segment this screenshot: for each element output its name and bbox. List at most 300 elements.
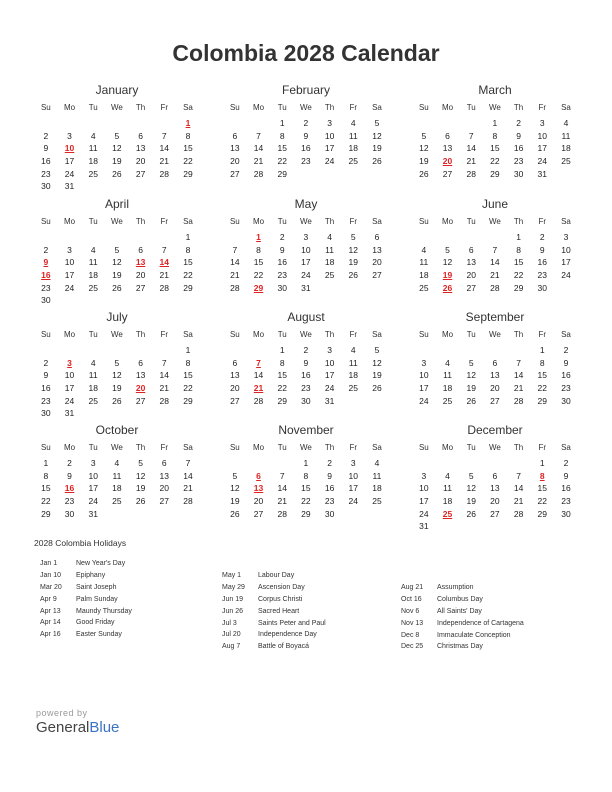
holiday-name: Easter Sunday	[76, 631, 122, 639]
day-cell: 7	[468, 130, 474, 141]
weekday-label: Sa	[561, 330, 571, 339]
holidays-title: 2028 Colombia Holidays	[34, 538, 127, 548]
weekday-label: Th	[135, 330, 146, 339]
empty-day-cell	[81, 231, 105, 244]
day-cell: 24	[88, 496, 98, 507]
day-cell: 11	[325, 244, 334, 255]
day-cell: 4	[90, 244, 96, 255]
day-cell: 22	[513, 270, 524, 281]
day-cell: 11	[348, 130, 358, 141]
day-cell: 13	[466, 257, 476, 268]
day-cell: 7	[185, 458, 191, 468]
weekday-label: Sa	[183, 217, 193, 226]
day-cell: 31	[537, 168, 548, 179]
day-cell: 24	[561, 270, 571, 281]
weekday-header	[223, 329, 389, 341]
day-cell: 19	[112, 383, 122, 394]
weekday-label: Sa	[561, 217, 571, 226]
day-cell: 23	[277, 270, 287, 281]
day-cell: 11	[88, 257, 98, 268]
day-cell: 20	[372, 257, 382, 268]
weekday-header	[412, 329, 578, 341]
day-cell: 6	[138, 244, 143, 255]
day-cell: 16	[537, 257, 548, 268]
day-cell: 25	[112, 496, 122, 507]
day-cell: 10	[537, 130, 548, 141]
day-cell: 14	[277, 483, 287, 494]
holiday-name: All Saints' Day	[437, 607, 482, 615]
day-cell: 5	[445, 244, 450, 255]
holiday-date: Aug 7	[222, 643, 241, 651]
day-cell: 10	[64, 370, 75, 381]
day-cell: 5	[114, 244, 120, 255]
holiday-day-cell: 1	[185, 118, 191, 128]
day-cell: 27	[253, 508, 264, 519]
weekday-label: Fr	[160, 443, 169, 452]
holiday-day-cell: 16	[41, 270, 51, 281]
day-cell: 4	[563, 118, 569, 128]
weekday-label: Th	[324, 217, 335, 226]
day-cell: 17	[324, 370, 335, 381]
day-cell: 18	[88, 270, 98, 281]
month-july	[34, 309, 200, 420]
day-cell: 12	[466, 483, 476, 494]
day-cell: 10	[88, 470, 98, 481]
day-cell: 23	[561, 383, 571, 394]
day-cell: 15	[253, 257, 264, 268]
day-cell: 19	[135, 483, 146, 494]
holiday-row	[222, 618, 326, 630]
day-cell: 31	[64, 408, 75, 419]
day-cell: 15	[183, 370, 193, 381]
holiday-day-cell: 14	[159, 257, 170, 268]
weekday-header	[223, 216, 389, 228]
month-name: August	[287, 310, 325, 324]
empty-day-cell	[436, 117, 460, 130]
weekday-label: Su	[229, 443, 240, 452]
day-cell: 2	[303, 345, 309, 355]
weekday-header	[412, 442, 578, 454]
day-cell: 21	[159, 383, 170, 394]
day-cell: 11	[88, 370, 98, 381]
empty-day-cell	[152, 117, 176, 130]
day-cell: 27	[230, 168, 240, 179]
weekday-label: We	[488, 103, 501, 112]
empty-day-cell	[436, 231, 460, 244]
day-cell: 26	[372, 383, 382, 394]
month-march	[412, 82, 578, 180]
day-cell: 9	[279, 244, 285, 255]
day-cell: 29	[41, 508, 51, 519]
day-cell: 5	[114, 130, 120, 141]
holiday-name: Battle of Boyacá	[258, 643, 309, 651]
weekday-label: Th	[324, 330, 335, 339]
weekday-label: Fr	[538, 330, 547, 339]
day-cell: 21	[159, 156, 170, 167]
day-cell: 23	[561, 496, 571, 507]
empty-day-cell	[412, 117, 436, 130]
day-cell: 11	[561, 130, 571, 141]
day-cell: 25	[348, 156, 359, 167]
day-cell: 28	[490, 282, 500, 293]
month-january	[34, 82, 200, 193]
day-cell: 3	[90, 458, 96, 468]
day-cell: 3	[303, 232, 309, 242]
holiday-column	[40, 558, 132, 641]
weekday-label: We	[110, 103, 123, 112]
day-cell: 1	[539, 458, 545, 468]
day-cell: 19	[372, 143, 382, 154]
weekday-label: Sa	[183, 103, 193, 112]
day-cell: 18	[372, 483, 382, 494]
day-cell: 26	[112, 395, 122, 406]
day-cell: 6	[232, 130, 238, 141]
day-cell: 30	[561, 395, 571, 406]
day-cell: 3	[563, 232, 569, 242]
weekday-label: Fr	[349, 103, 358, 112]
day-cell: 19	[466, 383, 476, 394]
empty-day-cell	[223, 344, 247, 357]
day-cell: 28	[466, 168, 476, 179]
weekday-label: We	[299, 443, 312, 452]
day-cell: 17	[64, 156, 75, 167]
day-cell: 11	[419, 257, 429, 268]
weekday-label: We	[110, 217, 123, 226]
day-cell: 23	[41, 395, 51, 406]
day-cell: 6	[468, 244, 474, 255]
day-cell: 7	[161, 244, 167, 255]
day-cell: 7	[516, 357, 521, 368]
day-cell: 28	[253, 168, 264, 179]
day-cell: 7	[161, 130, 167, 141]
holiday-day-cell: 21	[253, 383, 264, 394]
day-cell: 1	[303, 458, 309, 468]
day-cell: 6	[232, 357, 238, 368]
day-cell: 23	[324, 496, 335, 507]
day-cell: 27	[466, 282, 476, 293]
day-cell: 21	[513, 383, 524, 394]
weekday-header	[34, 442, 200, 454]
day-cell: 6	[445, 130, 450, 141]
day-cell: 15	[183, 143, 193, 154]
day-cell: 28	[513, 508, 524, 519]
day-cell: 22	[277, 156, 287, 167]
day-cell: 15	[301, 483, 311, 494]
day-cell: 3	[539, 118, 545, 128]
day-grid	[223, 344, 389, 407]
day-cell: 17	[419, 496, 429, 507]
day-cell: 30	[41, 408, 51, 419]
holiday-name: Immaculate Conception	[437, 631, 511, 639]
day-cell: 5	[114, 357, 120, 368]
empty-day-cell	[223, 117, 247, 130]
empty-day-cell	[105, 117, 129, 130]
day-cell: 21	[513, 496, 524, 507]
day-cell: 26	[466, 395, 476, 406]
weekday-label: Th	[135, 217, 146, 226]
holiday-date: Apr 9	[40, 595, 57, 603]
day-cell: 27	[135, 168, 146, 179]
weekday-label: Fr	[538, 103, 547, 112]
weekday-label: Mo	[252, 443, 265, 452]
day-cell: 15	[490, 143, 500, 154]
day-cell: 9	[327, 470, 332, 481]
day-cell: 18	[88, 383, 98, 394]
day-cell: 22	[183, 270, 193, 281]
day-cell: 8	[185, 244, 191, 255]
day-cell: 1	[185, 232, 191, 242]
holiday-name: Saints Peter and Paul	[258, 619, 326, 627]
holiday-row	[401, 606, 524, 618]
day-cell: 28	[277, 508, 287, 519]
day-cell: 24	[301, 270, 311, 281]
day-cell: 21	[159, 270, 170, 281]
day-cell: 27	[135, 282, 146, 293]
day-cell: 11	[112, 470, 122, 481]
month-april	[34, 196, 200, 307]
weekday-label: Mo	[252, 217, 265, 226]
day-cell: 17	[324, 143, 335, 154]
empty-day-cell	[129, 231, 153, 244]
holiday-date: May 1	[222, 572, 242, 579]
day-cell: 28	[159, 395, 170, 406]
day-cell: 3	[421, 357, 427, 368]
weekday-label: Sa	[183, 330, 193, 339]
weekday-label: Fr	[349, 443, 358, 452]
day-cell: 20	[253, 496, 264, 507]
day-cell: 12	[419, 143, 429, 154]
day-cell: 31	[419, 521, 429, 532]
weekday-label: Tu	[277, 217, 287, 226]
day-cell: 2	[43, 130, 49, 141]
day-cell: 30	[301, 395, 311, 406]
day-cell: 30	[41, 295, 51, 306]
month-february	[223, 82, 389, 180]
holiday-name: Assumption	[437, 584, 474, 591]
holiday-row	[401, 618, 524, 630]
day-cell: 25	[561, 156, 571, 167]
holiday-row	[222, 582, 326, 594]
weekday-label: Su	[418, 443, 429, 452]
empty-day-cell	[105, 344, 129, 357]
day-cell: 7	[492, 244, 498, 255]
day-cell: 17	[64, 270, 75, 281]
day-cell: 25	[88, 282, 98, 293]
day-cell: 30	[513, 168, 524, 179]
day-cell: 26	[112, 168, 122, 179]
day-cell: 7	[232, 244, 238, 255]
holiday-row	[222, 570, 326, 582]
day-cell: 6	[374, 232, 380, 242]
powered-by-text: powered by	[36, 708, 88, 718]
empty-day-cell	[223, 457, 247, 470]
generalblue-logo	[36, 719, 119, 736]
empty-day-cell	[34, 344, 58, 357]
day-cell: 8	[539, 357, 545, 368]
month-name: July	[106, 310, 128, 324]
weekday-label: Su	[418, 103, 429, 112]
day-cell: 12	[230, 483, 240, 494]
weekday-label: Fr	[160, 330, 169, 339]
day-cell: 10	[419, 370, 429, 381]
day-cell: 21	[253, 156, 264, 167]
holiday-day-cell: 29	[253, 282, 264, 293]
day-cell: 22	[490, 156, 500, 167]
day-cell: 20	[230, 156, 240, 167]
day-cell: 15	[537, 483, 548, 494]
day-cell: 17	[64, 383, 75, 394]
weekday-label: Fr	[538, 217, 547, 226]
weekday-label: Su	[229, 103, 240, 112]
day-cell: 13	[490, 483, 500, 494]
day-grid	[223, 231, 389, 294]
weekday-label: We	[488, 330, 501, 339]
day-cell: 25	[88, 168, 98, 179]
day-cell: 9	[67, 470, 72, 481]
day-grid	[412, 231, 578, 294]
holiday-name: Corpus Christi	[258, 595, 303, 603]
day-cell: 20	[135, 270, 146, 281]
empty-day-cell	[223, 231, 247, 244]
holiday-row	[40, 629, 132, 641]
day-cell: 18	[348, 143, 359, 154]
logo-part-general: General	[36, 719, 90, 736]
day-cell: 3	[327, 345, 332, 355]
footer	[36, 708, 119, 736]
day-cell: 2	[563, 345, 569, 355]
day-cell: 3	[421, 470, 427, 481]
empty-day-cell	[247, 344, 271, 357]
holiday-date: Jan 1	[40, 560, 58, 567]
day-cell: 19	[372, 370, 382, 381]
day-cell: 18	[442, 383, 453, 394]
empty-day-cell	[58, 231, 82, 244]
weekday-label: Tu	[277, 330, 287, 339]
empty-day-cell	[270, 457, 294, 470]
day-cell: 22	[537, 496, 548, 507]
weekday-label: Sa	[372, 443, 382, 452]
weekday-label: We	[299, 103, 312, 112]
day-cell: 3	[67, 130, 72, 141]
day-cell: 20	[230, 383, 240, 394]
empty-day-cell	[58, 117, 82, 130]
day-cell: 5	[232, 470, 238, 481]
day-cell: 15	[41, 483, 51, 494]
holiday-date: Nov 6	[401, 607, 420, 615]
month-december	[412, 422, 578, 533]
holiday-row	[40, 594, 132, 606]
day-cell: 21	[490, 270, 500, 281]
holiday-row	[222, 629, 326, 641]
day-cell: 4	[374, 458, 380, 468]
holiday-day-cell: 25	[442, 508, 453, 519]
day-cell: 8	[185, 357, 191, 368]
day-cell: 16	[513, 143, 524, 154]
day-cell: 25	[442, 395, 453, 406]
day-cell: 20	[490, 496, 500, 507]
day-cell: 26	[348, 270, 359, 281]
weekday-label: Th	[513, 330, 524, 339]
holiday-row	[401, 594, 524, 606]
day-cell: 14	[159, 370, 170, 381]
day-cell: 4	[90, 357, 96, 368]
day-cell: 22	[183, 156, 193, 167]
holiday-row	[40, 582, 132, 594]
day-cell: 10	[561, 244, 571, 255]
day-cell: 5	[350, 232, 356, 242]
day-cell: 15	[513, 257, 524, 268]
weekday-label: Th	[135, 443, 146, 452]
day-cell: 9	[516, 130, 521, 141]
weekday-label: Th	[513, 443, 524, 452]
day-cell: 13	[230, 370, 240, 381]
day-cell: 18	[112, 483, 122, 494]
weekday-label: Tu	[466, 330, 476, 339]
day-cell: 5	[468, 357, 474, 368]
day-cell: 2	[279, 232, 285, 242]
weekday-label: Sa	[561, 443, 571, 452]
day-cell: 3	[327, 118, 332, 128]
day-cell: 5	[374, 345, 380, 355]
weekday-label: Tu	[88, 217, 98, 226]
day-cell: 26	[419, 168, 429, 179]
empty-day-cell	[507, 344, 531, 357]
weekday-label: Th	[324, 103, 335, 112]
weekday-label: Th	[135, 103, 146, 112]
day-cell: 5	[374, 118, 380, 128]
empty-day-cell	[459, 344, 483, 357]
empty-day-cell	[247, 117, 271, 130]
page-title: Colombia 2028 Calendar	[172, 40, 440, 66]
month-october	[34, 422, 200, 520]
day-cell: 17	[561, 257, 571, 268]
holiday-date: Apr 13	[40, 607, 61, 615]
day-cell: 25	[419, 282, 429, 293]
day-cell: 5	[468, 470, 474, 481]
holiday-date: Dec 8	[401, 631, 420, 639]
holiday-row	[40, 617, 132, 629]
day-cell: 1	[43, 458, 49, 468]
empty-day-cell	[105, 231, 129, 244]
holiday-day-cell: 20	[135, 383, 146, 394]
day-cell: 31	[301, 282, 311, 293]
day-cell: 23	[537, 270, 548, 281]
day-cell: 13	[159, 470, 170, 481]
day-cell: 26	[466, 508, 476, 519]
day-cell: 23	[64, 496, 75, 507]
day-cell: 9	[563, 470, 569, 481]
holiday-name: Christmas Day	[437, 643, 483, 651]
weekday-label: Fr	[160, 103, 169, 112]
empty-day-cell	[412, 231, 436, 244]
day-cell: 17	[301, 257, 311, 268]
weekday-label: Sa	[372, 330, 382, 339]
day-grid	[34, 117, 200, 193]
day-cell: 15	[277, 143, 287, 154]
holiday-day-cell: 6	[256, 470, 261, 481]
day-cell: 21	[183, 483, 193, 494]
day-cell: 10	[301, 244, 311, 255]
holiday-date: Apr 16	[40, 631, 61, 639]
weekday-header	[412, 216, 578, 228]
weekday-label: Tu	[466, 217, 476, 226]
day-cell: 24	[419, 395, 429, 406]
day-cell: 18	[88, 156, 98, 167]
day-cell: 10	[324, 130, 335, 141]
day-cell: 30	[537, 282, 548, 293]
holiday-date: Jan 10	[40, 571, 62, 579]
weekday-label: Tu	[277, 103, 287, 112]
